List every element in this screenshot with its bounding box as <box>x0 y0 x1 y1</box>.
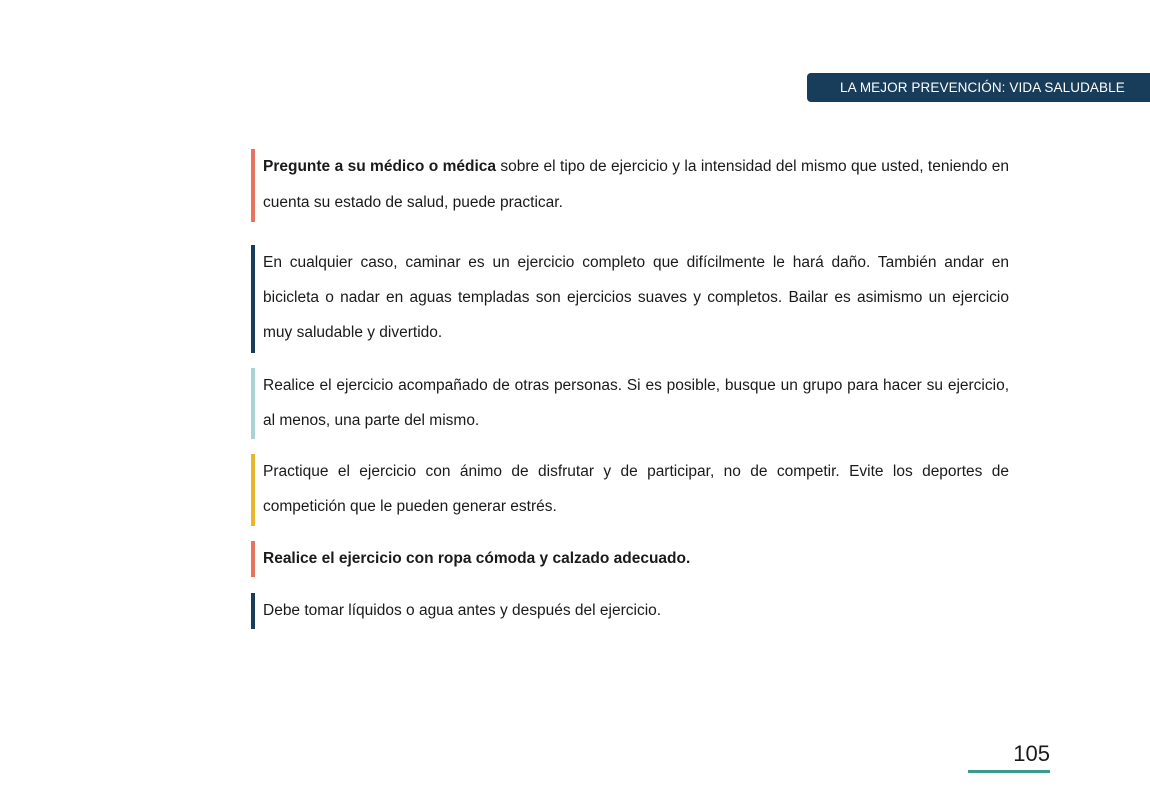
paragraph-text: En cualquier caso, caminar es un ejercicio completo que difícilmente le hará daño. También andar en bicicleta o nadar en aguas templadas son ejercicios suaves y completos. Bailar es asimismo un ejercicio muy saludable y divertido. <box>263 254 1009 341</box>
paragraph-enjoy <box>251 454 1009 526</box>
paragraph-text: Realice el ejercicio acompañado de otras personas. Si es posible, busque un grupo para hacer su ejercicio, al menos, una parte del mismo. <box>263 377 1009 429</box>
section-header-tab <box>807 73 1150 102</box>
paragraph-consult-doctor <box>251 149 1009 222</box>
paragraph-clothing <box>251 541 1009 577</box>
paragraph-bold-text: Pregunte a su médico o médica <box>263 158 496 175</box>
paragraph-bold-text: Realice el ejercicio con ropa cómoda y calzado adecuado. <box>263 550 691 567</box>
paragraph-hydration <box>251 593 1009 629</box>
paragraph-text: sobre el tipo de ejercicio y la intensidad del mismo que usted, teniendo en cuenta su estado de salud, puede practicar. <box>263 158 1009 211</box>
page-number: 105 <box>1013 741 1050 766</box>
section-header-title: LA MEJOR PREVENCIÓN: VIDA SALUDABLE <box>840 80 1125 95</box>
paragraph-text: Practique el ejercicio con ánimo de disfrutar y de participar, no de competir. Evite los deportes de competición que le pueden generar estrés. <box>263 463 1009 515</box>
paragraph-walking <box>251 245 1009 353</box>
page-number-underline <box>968 770 1050 773</box>
paragraph-text: Debe tomar líquidos o agua antes y después del ejercicio. <box>263 602 662 619</box>
paragraph-accompanied <box>251 368 1009 439</box>
